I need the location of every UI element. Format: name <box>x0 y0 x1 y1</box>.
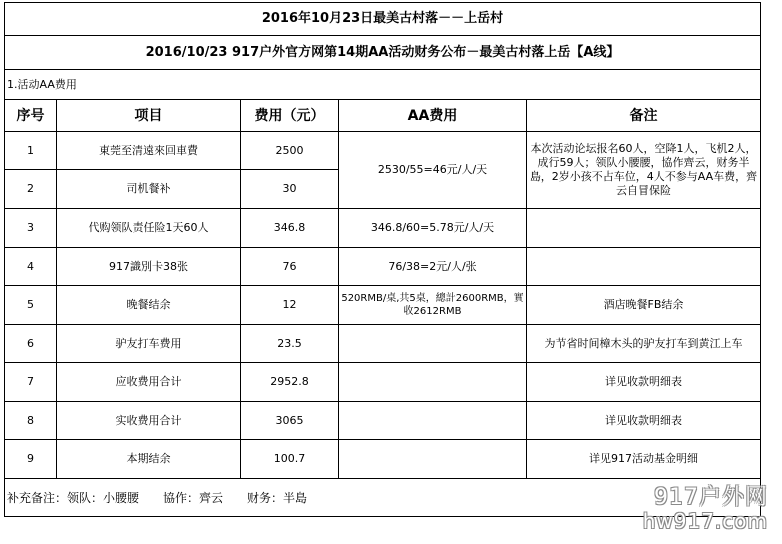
row-note: 本次活动论坛报名60人，空降1人，飞机2人，成行59人；领队小腰腰，協作齊云，财务半島，2岁小孩不占车位，4人不参与AA车费，齊云自冒保险 <box>527 132 761 209</box>
row-aa <box>339 440 527 479</box>
row-note <box>527 209 761 248</box>
table-row <box>5 440 761 479</box>
row-no: 7 <box>5 363 57 402</box>
page-title: 2016年10月23日最美古村落－－上岳村 <box>5 3 761 36</box>
table-row <box>5 325 761 363</box>
row-item: 司机餐补 <box>57 170 241 209</box>
table-row <box>5 286 761 325</box>
header-cost: 费用（元） <box>241 100 339 132</box>
row-note: 详见收款明细表 <box>527 363 761 402</box>
row-aa: 76/38=2元/人/张 <box>339 248 527 286</box>
row-note: 详见收款明细表 <box>527 402 761 440</box>
row-no: 3 <box>5 209 57 248</box>
row-item: 驴友打车费用 <box>57 325 241 363</box>
row-item: 本期结余 <box>57 440 241 479</box>
row-cost: 12 <box>241 286 339 325</box>
row-no: 6 <box>5 325 57 363</box>
watermark-line1: 917户外网 <box>654 485 768 510</box>
row-item: 東莞至清遠來回車費 <box>57 132 241 170</box>
header-aa: AA费用 <box>339 100 527 132</box>
row-cost: 346.8 <box>241 209 339 248</box>
table-row <box>5 132 761 170</box>
row-no: 1 <box>5 132 57 170</box>
row-aa: 2530/55=46元/人/天 <box>339 132 527 209</box>
row-aa <box>339 402 527 440</box>
table-row <box>5 363 761 402</box>
row-cost: 23.5 <box>241 325 339 363</box>
row-cost: 100.7 <box>241 440 339 479</box>
row-cost: 76 <box>241 248 339 286</box>
row-item: 应收费用合计 <box>57 363 241 402</box>
row-cost: 2500 <box>241 132 339 170</box>
row-item: 实收费用合计 <box>57 402 241 440</box>
row-cost: 3065 <box>241 402 339 440</box>
row-no: 8 <box>5 402 57 440</box>
row-no: 9 <box>5 440 57 479</box>
site-watermark <box>643 486 768 532</box>
row-note: 为节省时间樟木头的驴友打车到黄江上车 <box>527 325 761 363</box>
row-aa <box>339 325 527 363</box>
footer-note: 补充备注：领队：小腰腰 協作：齊云 财务：半島 <box>5 479 761 517</box>
page-subtitle: 2016/10/23 917户外官方网第14期AA活动财务公布－最美古村落上岳【A线】 <box>5 36 761 70</box>
row-aa: 520RMB/桌,共5桌，總計2600RMB，實收2612RMB <box>339 286 527 325</box>
row-aa <box>339 363 527 402</box>
finance-table <box>4 2 761 517</box>
header-note: 备注 <box>527 100 761 132</box>
row-cost: 2952.8 <box>241 363 339 402</box>
row-note <box>527 248 761 286</box>
header-item: 项目 <box>57 100 241 132</box>
table-row <box>5 209 761 248</box>
row-no: 2 <box>5 170 57 209</box>
row-item: 917識別卡38张 <box>57 248 241 286</box>
row-item: 晚餐结余 <box>57 286 241 325</box>
header-no: 序号 <box>5 100 57 132</box>
row-no: 5 <box>5 286 57 325</box>
row-no: 4 <box>5 248 57 286</box>
section-label: 1.活动AA费用 <box>5 70 761 100</box>
watermark-line2: hw917.com <box>642 509 768 533</box>
row-cost: 30 <box>241 170 339 209</box>
table-row <box>5 248 761 286</box>
table-row <box>5 402 761 440</box>
row-note: 酒店晚餐FB结余 <box>527 286 761 325</box>
row-note: 详见917活动基金明细 <box>527 440 761 479</box>
row-item: 代购领队责任险1天60人 <box>57 209 241 248</box>
row-aa: 346.8/60=5.78元/人/天 <box>339 209 527 248</box>
